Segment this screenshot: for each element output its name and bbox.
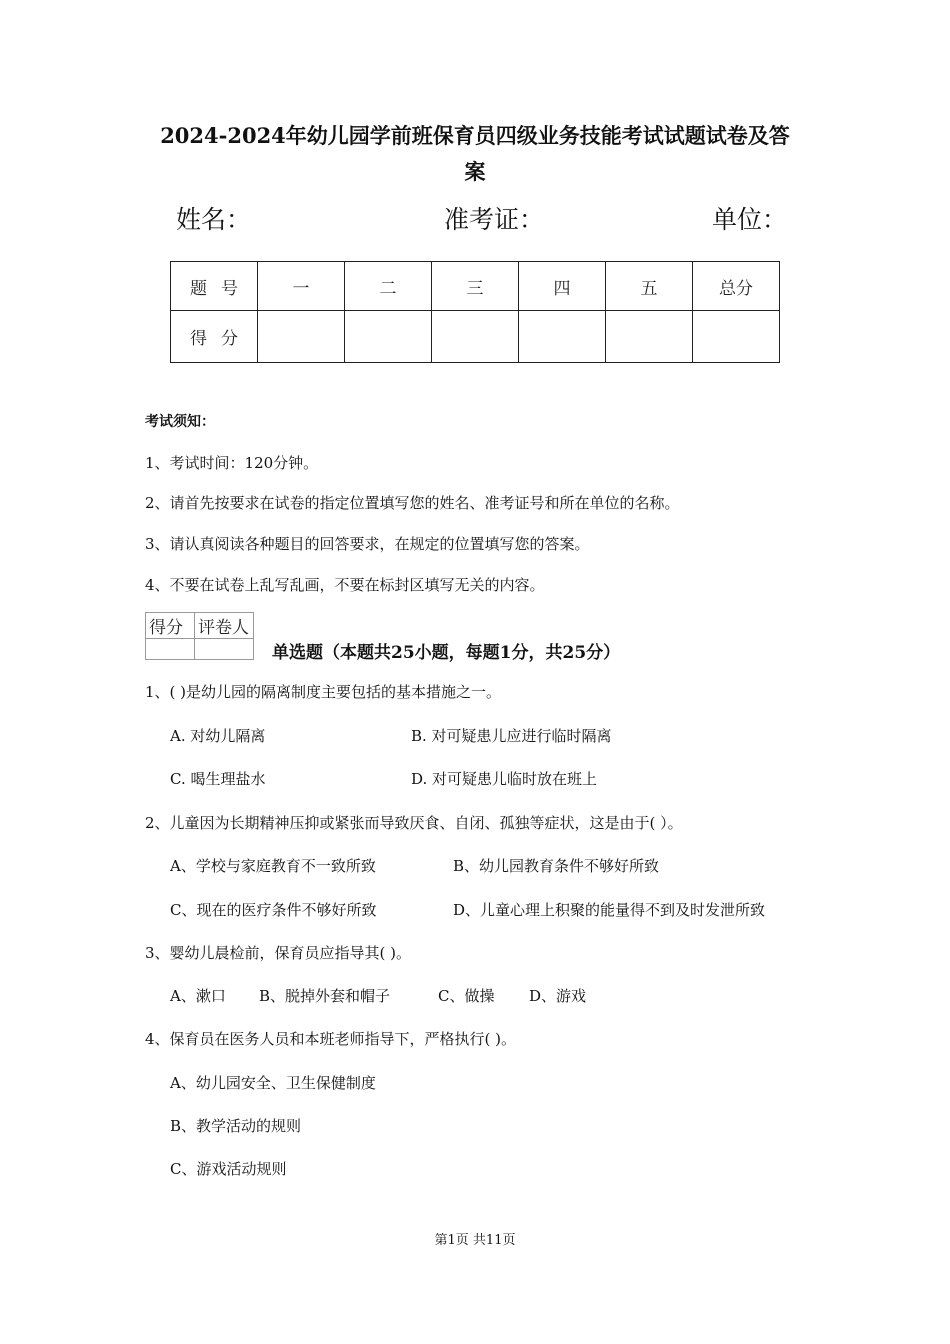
score-cell-1[interactable]	[258, 311, 345, 363]
title-line-2: 案	[464, 159, 486, 184]
notice-item-2: 2、请首先按要求在试卷的指定位置填写您的姓名、准考证号和所在单位的名称。	[145, 494, 680, 512]
notice-item-3: 3、请认真阅读各种题目的回答要求，在规定的位置填写您的答案。	[145, 535, 590, 553]
question-2-stem: 2、儿童因为长期精神压抑或紧张而导致厌食、自闭、孤独等症状，这是由于( ）。	[145, 814, 683, 832]
name-label: 姓名：	[176, 205, 252, 234]
question-3-stem: 3、婴幼儿晨检前，保育员应指导其( )。	[145, 944, 412, 962]
question-3-option-a[interactable]: A、漱口	[170, 987, 226, 1005]
notice-item-4: 4、不要在试卷上乱写乱画，不要在标封区填写无关的内容。	[145, 576, 545, 594]
question-4-option-b[interactable]: B、教学活动的规则	[170, 1117, 302, 1135]
question-2-option-c[interactable]: C、现在的医疗条件不够好所致	[170, 901, 377, 919]
score-cell-2[interactable]	[345, 311, 432, 363]
score-label: 得分	[171, 311, 258, 363]
question-2-option-d[interactable]: D、儿童心理上积聚的能量得不到及时发泄所致	[453, 901, 766, 919]
candidate-info-row	[176, 200, 788, 240]
exam-title	[140, 118, 810, 190]
grader-box	[145, 612, 254, 660]
column-2: 二	[345, 262, 432, 311]
question-1-option-c[interactable]: C. 喝生理盐水	[170, 770, 266, 788]
grader-blank-row	[146, 639, 254, 660]
score-cell-3[interactable]	[432, 311, 519, 363]
question-2-option-b[interactable]: B、幼儿园教育条件不够好所致	[453, 857, 660, 875]
section-heading: 单选题（本题共25小题，每题1分，共25分）	[272, 643, 621, 663]
question-4-stem: 4、保育员在医务人员和本班老师指导下，严格执行( )。	[145, 1030, 517, 1048]
grader-header-row	[146, 613, 254, 639]
question-3-option-c[interactable]: C、做操	[438, 987, 495, 1005]
grader-score-label: 得分	[146, 613, 195, 639]
question-3-option-b[interactable]: B、脱掉外套和帽子	[259, 987, 391, 1005]
notice-item-1: 1、考试时间：120分钟。	[145, 454, 319, 472]
grader-reviewer-label: 评卷人	[195, 613, 254, 639]
exam-id-label: 准考证：	[444, 205, 545, 234]
page-footer: 第1页 共11页	[434, 1233, 516, 1248]
question-1-option-b[interactable]: B. 对可疑患儿应进行临时隔离	[411, 727, 612, 745]
grader-reviewer-cell[interactable]	[195, 639, 254, 660]
column-4: 四	[519, 262, 606, 311]
column-5: 五	[606, 262, 693, 311]
unit-label: 单位：	[712, 205, 788, 234]
question-1-option-d[interactable]: D. 对可疑患儿临时放在班上	[411, 770, 598, 788]
question-1-stem: 1、( )是幼儿园的隔离制度主要包括的基本措施之一。	[145, 683, 502, 701]
question-1-option-a[interactable]: A. 对幼儿隔离	[170, 727, 266, 745]
grader-score-cell[interactable]	[146, 639, 195, 660]
score-table	[170, 261, 780, 363]
score-table-header-row	[171, 262, 780, 311]
score-cell-total[interactable]	[693, 311, 780, 363]
notice-heading: 考试须知：	[145, 414, 215, 430]
column-1: 一	[258, 262, 345, 311]
column-total: 总分	[693, 262, 780, 311]
question-4-option-a[interactable]: A、幼儿园安全、卫生保健制度	[170, 1074, 376, 1092]
score-cell-5[interactable]	[606, 311, 693, 363]
column-3: 三	[432, 262, 519, 311]
question-number-label: 题号	[171, 262, 258, 311]
question-3-option-d[interactable]: D、游戏	[529, 987, 587, 1005]
title-line-1: 2024-2024年幼儿园学前班保育员四级业务技能考试试题试卷及答	[160, 123, 790, 148]
score-table-score-row	[171, 311, 780, 363]
question-4-option-c[interactable]: C、游戏活动规则	[170, 1160, 287, 1178]
question-2-option-a[interactable]: A、学校与家庭教育不一致所致	[170, 857, 376, 875]
score-cell-4[interactable]	[519, 311, 606, 363]
